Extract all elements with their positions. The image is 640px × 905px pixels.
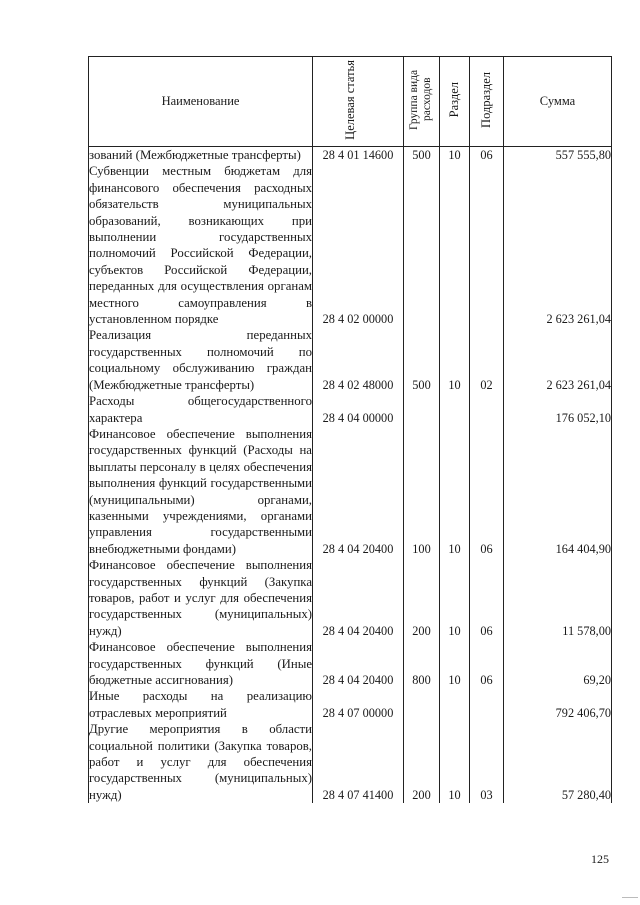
- row-subsection: 03: [470, 721, 504, 803]
- row-group: [404, 393, 440, 426]
- row-name: Реализация переданных государственных полномочий по социальному обслуживанию граждан (Межбюджетные трансферты): [89, 328, 312, 392]
- table-row: [89, 639, 612, 688]
- row-code: 28 4 04 20400: [313, 557, 404, 639]
- header-subsection-label: Подраздел: [479, 71, 493, 128]
- row-group: [404, 163, 440, 327]
- row-sum: 557 555,80: [504, 147, 612, 164]
- row-subsection: [470, 688, 504, 721]
- table-row: [89, 163, 612, 327]
- table-row: [89, 393, 612, 426]
- row-sum: 69,20: [504, 639, 612, 688]
- header-section-label: Раздел: [447, 81, 461, 118]
- row-group: [404, 688, 440, 721]
- table-header: [89, 57, 612, 147]
- row-group: 800: [404, 639, 440, 688]
- row-code: 28 4 02 48000: [313, 327, 404, 393]
- row-code: 28 4 07 41400: [313, 721, 404, 803]
- row-subsection: 06: [470, 426, 504, 557]
- row-sum: 57 280,40: [504, 721, 612, 803]
- row-code: 28 4 04 20400: [313, 639, 404, 688]
- header-code-label: Целевая статья: [343, 59, 357, 140]
- table-row: [89, 327, 612, 393]
- row-sum: 792 406,70: [504, 688, 612, 721]
- row-subsection: 02: [470, 327, 504, 393]
- row-group: 200: [404, 557, 440, 639]
- header-name: Наименование: [89, 57, 313, 147]
- row-name: Финансовое обеспечение выполнения государственных функций (Иные бюджетные ассигнования): [89, 640, 312, 687]
- row-group: 500: [404, 327, 440, 393]
- row-section: 10: [440, 147, 470, 164]
- row-name: Расходы общегосударственного характера: [89, 394, 312, 425]
- row-name: Финансовое обеспечение выполнения государственных функций (Закупка товаров, работ и услуг для обеспечения государственных (муниципальных) нужд): [89, 558, 312, 638]
- header-group-label: Группа вида расходов: [407, 69, 433, 130]
- row-section: 10: [440, 557, 470, 639]
- table-row: [89, 426, 612, 557]
- row-section: [440, 163, 470, 327]
- row-name: зований (Межбюджетные трансферты): [89, 147, 313, 164]
- page-number: 125: [591, 852, 609, 866]
- row-section: 10: [440, 426, 470, 557]
- header-code: [313, 57, 404, 147]
- table-body: [89, 147, 612, 804]
- scan-edge-mark: [622, 897, 638, 898]
- row-group: 200: [404, 721, 440, 803]
- row-name: Финансовое обеспечение выполнения государственных функций (Расходы на выплаты персоналу в целях обеспечения выполнения функций государственными (муниципальными) органами, казенными учреждениями, органами управления государственными внебюджетными фондами): [89, 426, 312, 556]
- row-subsection: 06: [470, 147, 504, 164]
- row-code: 28 4 04 00000: [313, 393, 404, 426]
- row-sum: 2 623 261,04: [504, 327, 612, 393]
- row-subsection: 06: [470, 639, 504, 688]
- header-sum: Сумма: [504, 57, 612, 147]
- row-code: 28 4 04 20400: [313, 426, 404, 557]
- row-name: Субвенции местным бюджетам для финансового обеспечения расходных обязательств муниципальных образований, возникающих при выполнении государственных полномочий Российской Федерации, субъектов Российской Федерации, переданных для осуществления органам местного самоуправления в установленном порядке: [89, 164, 312, 327]
- row-section: [440, 688, 470, 721]
- row-section: 10: [440, 639, 470, 688]
- header-group: [404, 57, 440, 147]
- row-section: 10: [440, 721, 470, 803]
- row-sum: 176 052,10: [504, 393, 612, 426]
- row-section: [440, 393, 470, 426]
- row-subsection: 06: [470, 557, 504, 639]
- row-sum: 164 404,90: [504, 426, 612, 557]
- header-subsection: [470, 57, 504, 147]
- row-name: Другие мероприятия в области социальной политики (Закупка товаров, работ и услуг для обеспечения государственных (муниципальных) нужд): [89, 722, 312, 802]
- row-group: 500: [404, 147, 440, 164]
- row-code: 28 4 07 00000: [313, 688, 404, 721]
- header-section: [440, 57, 470, 147]
- row-code: 28 4 01 14600: [313, 147, 404, 164]
- row-group: 100: [404, 426, 440, 557]
- table-row: [89, 721, 612, 803]
- row-subsection: [470, 393, 504, 426]
- row-section: 10: [440, 327, 470, 393]
- table-row: [89, 557, 612, 639]
- row-sum: 2 623 261,04: [504, 163, 612, 327]
- table-row: [89, 688, 612, 721]
- row-subsection: [470, 163, 504, 327]
- row-code: 28 4 02 00000: [313, 163, 404, 327]
- table-row: [89, 147, 612, 164]
- budget-table: [88, 56, 612, 803]
- row-sum: 11 578,00: [504, 557, 612, 639]
- row-name: Иные расходы на реализацию отраслевых мероприятий: [89, 689, 312, 720]
